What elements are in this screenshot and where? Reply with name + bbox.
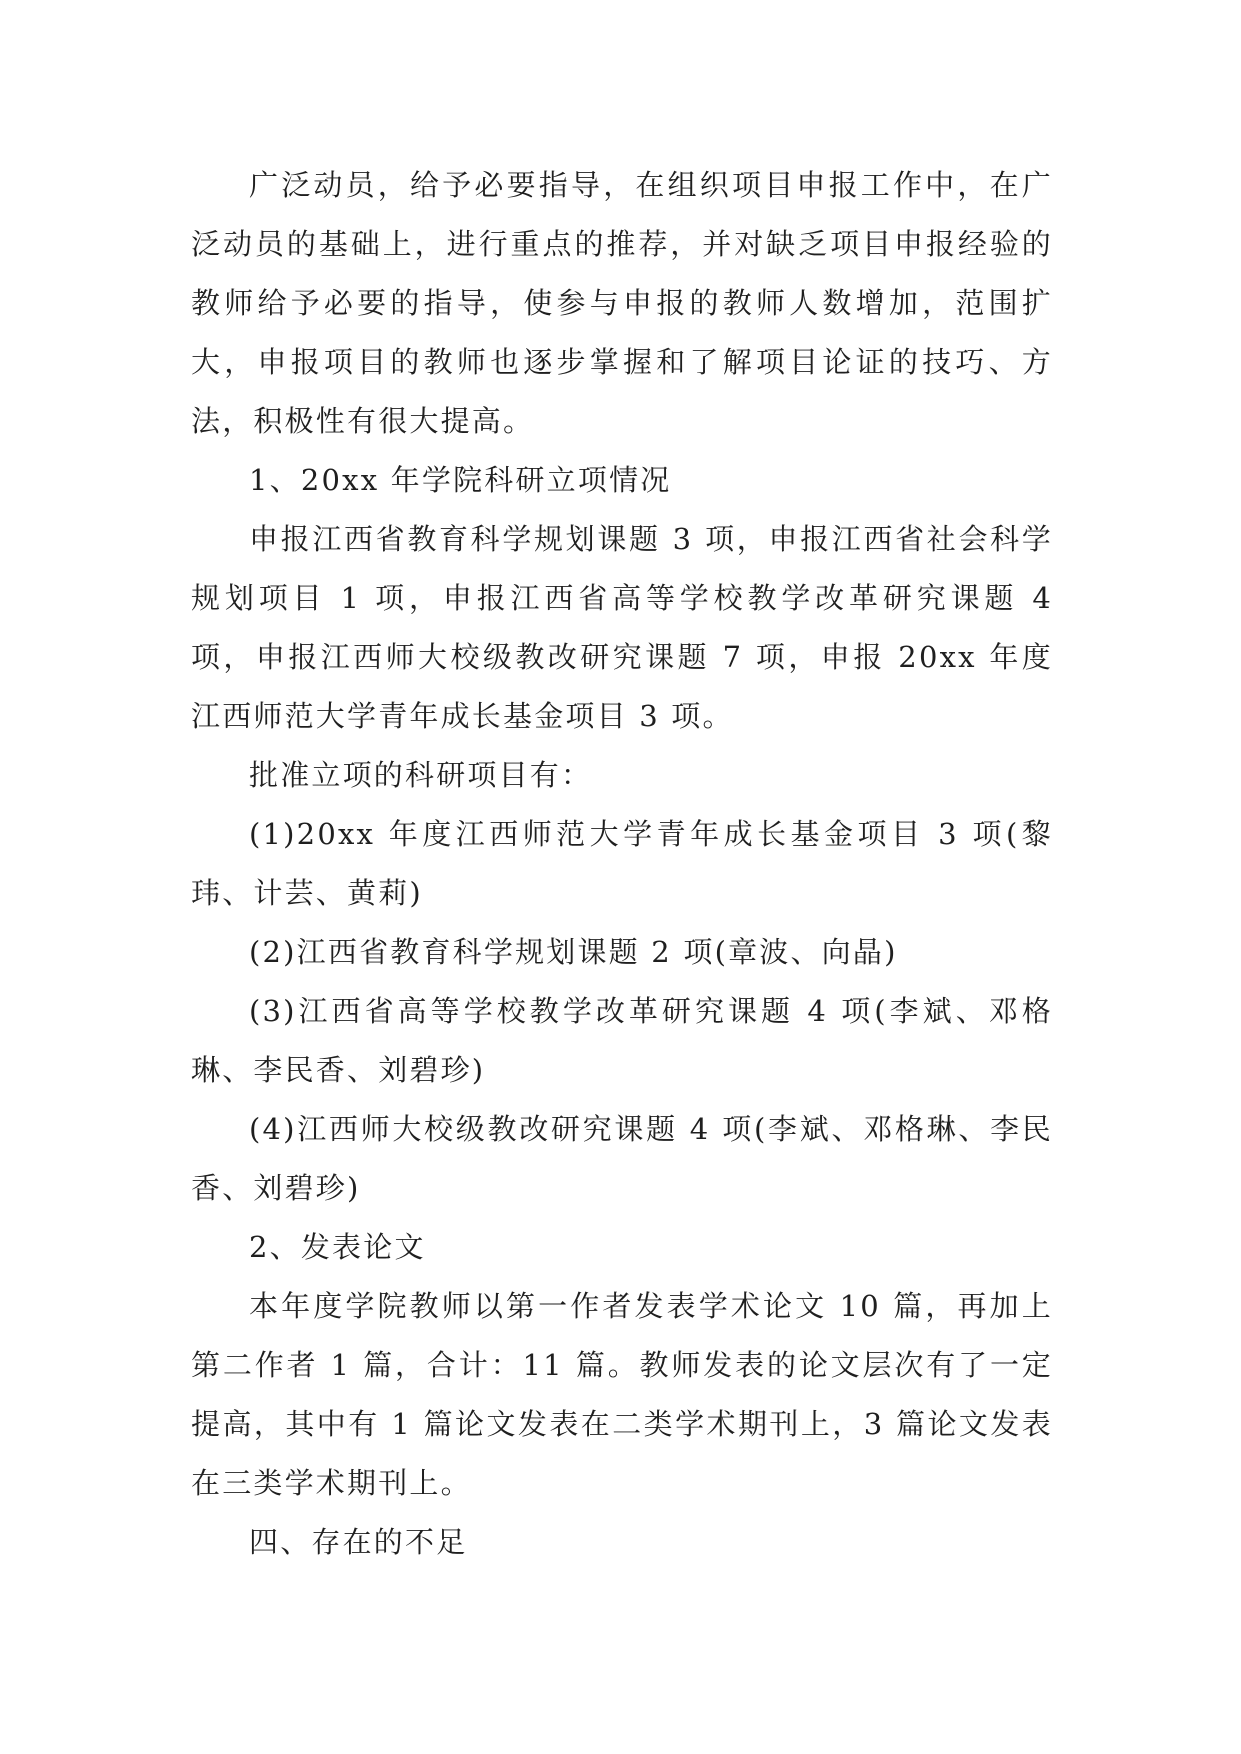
list-item-approved-4: (4)江西师大校级教改研究课题 4 项(李斌、邓格琳、李民香、刘碧珍) [191,1112,1053,1205]
paragraph-approved-intro: 批准立项的科研项目有： [249,758,593,792]
section-heading-shortcomings: 四、存在的不足 [249,1525,468,1559]
document-body [191,156,1053,1572]
section-heading-papers: 2、发表论文 [249,1230,426,1264]
list-item-approved-2: (2)江西省教育科学规划课题 2 项(章波、向晶) [249,935,898,969]
list-item-approved-3: (3)江西省高等学校教学改革研究课题 4 项(李斌、邓格琳、李民香、刘碧珍) [191,994,1053,1087]
paragraph-applications: 申报江西省教育科学规划课题 3 项，申报江西省社会科学规划项目 1 项，申报江西省高等学校教学改革研究课题 4 项，申报江西师大校级教改研究课题 7 项，申报 20xx 年度江西师范大学青年成长基金项目 3 项。 [191,522,1053,733]
section-heading-research-projects: 1、20xx 年学院科研立项情况 [249,463,672,497]
list-item-approved-1: (1)20xx 年度江西师范大学青年成长基金项目 3 项(黎玮、计芸、黄莉) [191,817,1053,910]
paragraph-papers: 本年度学院教师以第一作者发表学术论文 10 篇，再加上第二作者 1 篇，合计：11 篇。教师发表的论文层次有了一定提高，其中有 1 篇论文发表在二类学术期刊上，3 篇论文发表在三类学术期刊上。 [191,1289,1053,1500]
paragraph-mobilization: 广泛动员，给予必要指导，在组织项目申报工作中，在广泛动员的基础上，进行重点的推荐，并对缺乏项目申报经验的教师给予必要的指导，使参与申报的教师人数增加，范围扩大，申报项目的教师也逐步掌握和了解项目论证的技巧、方法，积极性有很大提高。 [191,168,1053,438]
